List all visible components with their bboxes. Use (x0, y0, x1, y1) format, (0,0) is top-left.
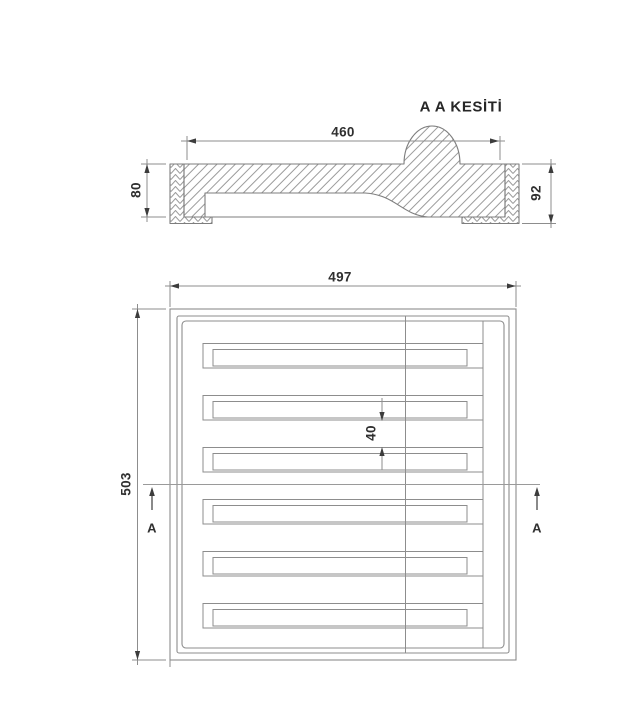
section-view-title: A A KESİTİ (419, 98, 503, 116)
cut-marker-a-left: A (147, 520, 157, 536)
dim-label-plan-height: 503 (118, 472, 134, 496)
plan-slots (203, 344, 483, 629)
cut-marker-a-right: A (532, 520, 542, 536)
dim-label-section-width: 460 (331, 124, 355, 140)
section-grate-body (184, 126, 505, 217)
dim-label-section-height-right: 92 (528, 185, 544, 201)
dim-label-slot-gap: 40 (363, 425, 379, 441)
dim-label-plan-width: 497 (328, 269, 352, 285)
dim-label-section-height-left: 80 (128, 182, 144, 198)
